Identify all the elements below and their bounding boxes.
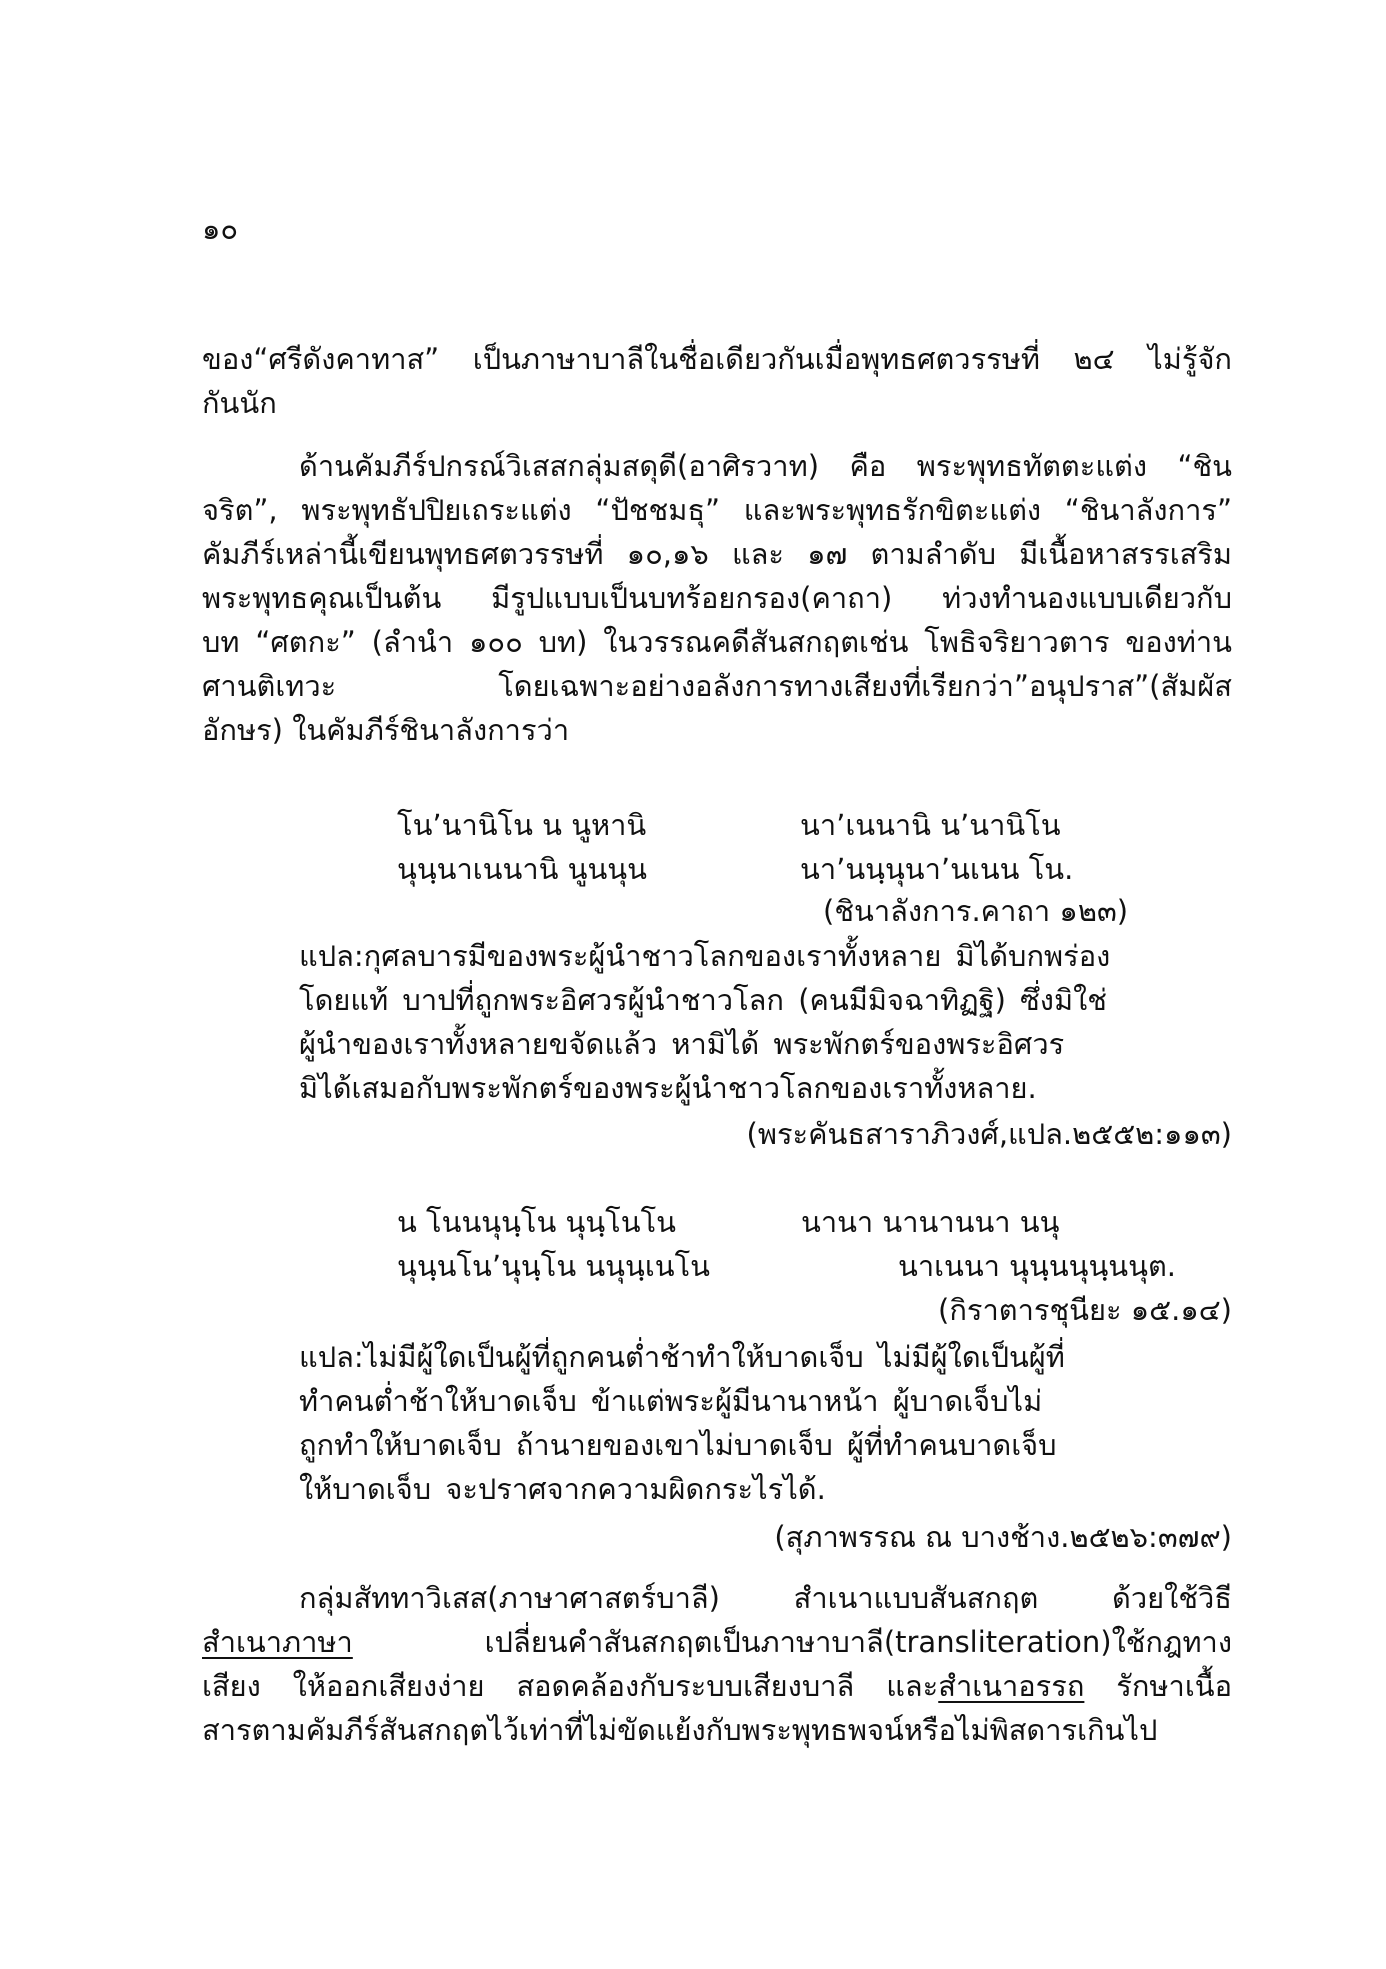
stuti-line-7: อักษร) ในคัมภีร์ชินาลังการว่า [202, 713, 570, 747]
translation-1-line-4: มิได้เสมอกับพระพักตร์ของพระผู้นำชาวโลกของเราทั้งหลาย. [299, 1071, 1037, 1105]
saddavisesa-line-3-text-before: เสียง ให้ออกเสียงง่าย สอดคล้องกับระบบเสียงบาลี และ [202, 1669, 939, 1703]
verse-1-row-1-left: โน’นานิโน น นูหานิ [397, 808, 647, 842]
saddavisesa-line-3 [202, 1664, 1232, 1708]
translation-2-line-2: ทำคนต่ำช้าให้บาดเจ็บ ข้าแต่พระผู้มีนานาหน้า ผู้บาดเจ็บไม่ [299, 1384, 1043, 1418]
stuti-line-6: ศานติเทวะ โดยเฉพาะอย่างอลังการทางเสียงที่เรียกว่า”อนุปราส”(สัมผัส [202, 669, 1232, 703]
saddavisesa-line-1: กลุ่มสัททาวิเสส(ภาษาศาสตร์บาลี) สำเนาแบบสันสกฤต ด้วยใช้วิธี [299, 1581, 1232, 1615]
saddavisesa-paragraph [202, 1576, 1232, 1752]
verse-2-row-1-right: นานา นานานนา นนุ [801, 1205, 1060, 1239]
verse-1-row-1-right: นา’เนนานิ น’นานิโน [800, 808, 1061, 842]
verse-1-row-2-left: นุนฺนาเนนานิ นูนนุน [397, 852, 647, 886]
translation-1-source: (พระคันธสาราภิวงศ์,แปล.๒๕๕๒:๑๑๓) [746, 1117, 1232, 1151]
verse-1-source: (ชินาลังการ.คาถา ๑๒๓) [823, 894, 1129, 928]
saddavisesa-line-2 [202, 1620, 1232, 1664]
translation-2-line-3: ถูกทำให้บาดเจ็บ ถ้านายของเขาไม่บาดเจ็บ ผู้ที่ทำคนบาดเจ็บ [299, 1428, 1057, 1462]
page-number: ๑๐ [202, 212, 239, 246]
verse-2-translation [299, 1335, 1232, 1511]
stuti-paragraph [202, 444, 1232, 752]
translation-2-line-4: ให้บาดเจ็บ จะปราศจากความผิดกระไรได้. [299, 1472, 826, 1506]
stuti-line-2: จริต”, พระพุทธัปปิยเถระแต่ง “ปัชชมธุ” และพระพุทธรักขิตะแต่ง “ชินาลังการ” [202, 493, 1232, 527]
translation-1-line-3: ผู้นำของเราทั้งหลายขจัดแล้ว หามิได้ พระพักตร์ของพระอิศวร [299, 1027, 1065, 1061]
verse-2-row-2-left: นุนฺนโน’นุนฺโน นนุนฺเนโน [397, 1249, 710, 1283]
translation-2-source: (สุภาพรรณ ณ บางช้าง.๒๕๒๖:๓๗๙) [774, 1520, 1232, 1554]
verse-2-row-2-right: นาเนนา นุนฺนนุนฺนนุต. [898, 1249, 1176, 1283]
stuti-line-1: ด้านคัมภีร์ปกรณ์วิเสสกลุ่มสดุดี(อาศิรวาท) คือ พระพุทธทัตตะแต่ง “ชิน [299, 449, 1232, 483]
stuti-line-5: บท “ศตกะ” (ลำนำ ๑๐๐ บท) ในวรรณคดีสันสกฤตเช่น โพธิจริยาวตาร ของท่าน [202, 625, 1232, 659]
translation-2-line-1: แปล:ไม่มีผู้ใดเป็นผู้ที่ถูกคนต่ำช้าทำให้บาดเจ็บ ไม่มีผู้ใดเป็นผู้ที่ [299, 1340, 1065, 1374]
underlined-term-samnao-attha: สำเนาอรรถ [938, 1669, 1085, 1703]
intro-paragraph [202, 337, 1232, 425]
translation-1-line-2: โดยแท้ บาปที่ถูกพระอิศวรผู้นำชาวโลก (คนมีมิจฉาทิฏฐิ) ซึ่งมิใช่ [299, 983, 1107, 1017]
saddavisesa-line-3-text-after: รักษาเนื้อ [1116, 1669, 1232, 1703]
verse-1-translation [299, 934, 1232, 1110]
translation-1-line-1: แปล:กุศลบารมีของพระผู้นำชาวโลกของเราทั้งหลาย มิได้บกพร่อง [299, 939, 1111, 973]
saddavisesa-line-4: สารตามคัมภีร์สันสกฤตไว้เท่าที่ไม่ขัดแย้งกับพระพุทธพจน์หรือไม่พิสดารเกินไป [202, 1713, 1158, 1747]
underlined-term-samnao-phasa: สำเนาภาษา [202, 1625, 353, 1659]
stuti-line-4: พระพุทธคุณเป็นต้น มีรูปแบบเป็นบทร้อยกรอง(คาถา) ท่วงทำนองแบบเดียวกับ [202, 581, 1232, 615]
verse-2-row-1-left: น โนนนุนฺโน นุนฺโนโน [397, 1205, 676, 1239]
intro-line-2: กันนัก [202, 386, 277, 420]
stuti-line-3: คัมภีร์เหล่านี้เขียนพุทธศตวรรษที่ ๑๐,๑๖ และ ๑๗ ตามลำดับ มีเนื้อหาสรรเสริม [202, 537, 1232, 571]
verse-1-row-2-right: นา’นนฺนุนา’นเนน โน. [800, 852, 1074, 886]
saddavisesa-line-2-text: เปลี่ยนคำสันสกฤตเป็นภาษาบาลี(transliteration)ใช้กฎทาง [484, 1625, 1232, 1659]
verse-2-source: (กิราตารชุนียะ ๑๕.๑๔) [938, 1293, 1232, 1327]
intro-line-1: ของ“ศรีดังคาทาส” เป็นภาษาบาลีในชื่อเดียวกันเมื่อพุทธศตวรรษที่ ๒๔ ไม่รู้จัก [202, 342, 1232, 376]
